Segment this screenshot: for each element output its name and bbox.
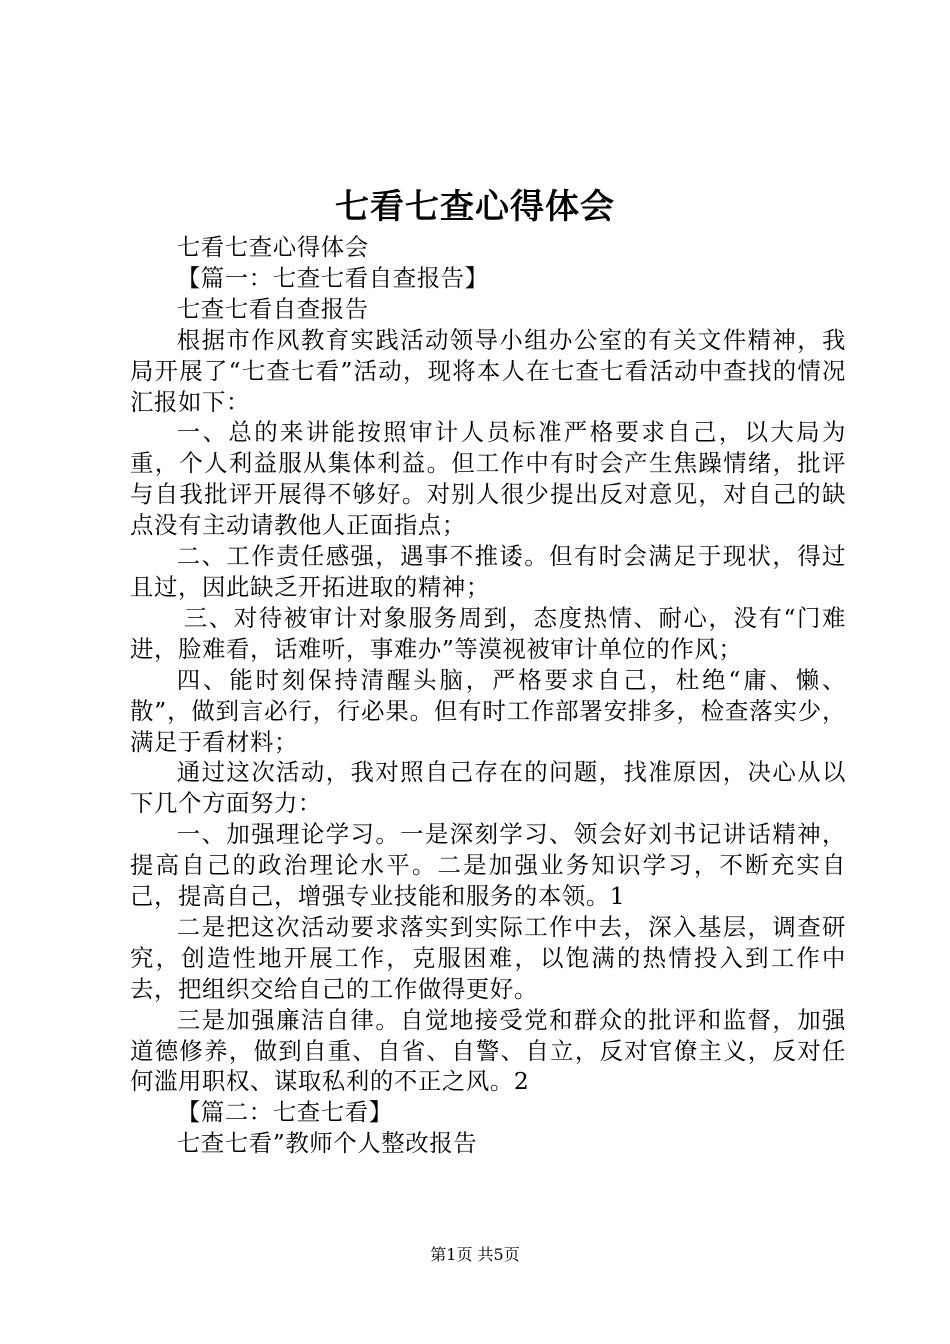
paragraph-effort-one: 一、加强理论学习。一是深刻学习、领会好刘书记讲话精神，提高自己的政治理论水平。二是加强业务知识学习，不断充实自己，提高自己，增强专业技能和服务的本领。1 [130, 820, 846, 911]
paragraph-item-three: 三、对待被审计对象服务周到，态度热情、耐心，没有“门难进，脸难看，话难听，事难办”等漠视被审计单位的作风； [130, 603, 846, 663]
document-title: 七看七查心得体会 [335, 187, 615, 227]
paragraph-item-four: 四、能时刻保持清醒头脑，严格要求自己，杜绝“庸、懒、散”，做到言必行，行必果。但有时工作部署安排多，检查落实少，满足于看材料； [130, 665, 846, 756]
paragraph-resolution: 通过这次活动，我对照自己存在的问题，找准原因，决心从以下几个方面努力： [130, 758, 846, 818]
paragraph-item-one: 一、总的来讲能按照审计人员标准严格要求自己，以大局为重，个人利益服从集体利益。但工作中有时会产生焦躁情绪，批评与自我批评开展得不够好。对别人很少提出反对意见，对自己的缺点没有主动请教他人正面指点； [130, 418, 846, 540]
page-footer: 第1页 共5页 [430, 1245, 520, 1264]
paragraph-intro: 根据市作风教育实践活动领导小组办公室的有关文件精神，我局开展了“七查七看”活动，现将本人在七查七看活动中查找的情况汇报如下： [130, 325, 846, 416]
paragraph-heading: 七看七查心得体会 [176, 233, 369, 261]
paragraph-teacher-report: 七查七看”教师个人整改报告 [176, 1129, 478, 1158]
document-body [130, 232, 846, 1159]
paragraph-section-one: 【篇一：七查七看自查报告】 [176, 263, 489, 292]
paragraph-report-title: 七查七看自查报告 [176, 294, 369, 323]
paragraph-item-two: 二、工作责任感强，遇事不推诿。但有时会满足于现状，得过且过，因此缺乏开拓进取的精神； [130, 542, 846, 601]
paragraph-section-two: 【篇二：七查七看】 [176, 1098, 393, 1127]
paragraph-effort-three: 三是加强廉洁自律。自觉地接受党和群众的批评和监督，加强道德修养，做到自重、自省、自警、自立，反对官僚主义，反对任何滥用职权、谋取私利的不正之风。2 [130, 1005, 846, 1096]
paragraph-effort-two: 二是把这次活动要求落实到实际工作中去，深入基层，调查研究，创造性地开展工作，克服困难，以饱满的热情投入到工作中去，把组织交给自己的工作做得更好。 [130, 912, 846, 1003]
